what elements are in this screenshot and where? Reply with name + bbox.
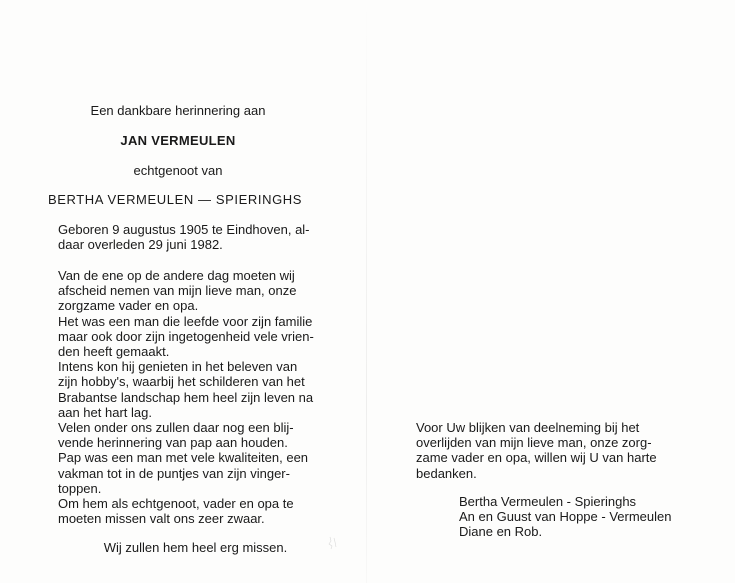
signature-line: Diane en Rob. (459, 524, 543, 540)
spouse-name: BERTHA VERMEULEN — SPIERINGHS (47, 192, 303, 207)
signature-line: Bertha Vermeulen - Spieringhs (459, 494, 637, 509)
memorial-line: aan het hart lag. (58, 404, 152, 420)
closing-line: Wij zullen hem heel erg missen. (103, 540, 288, 555)
memorial-line: vakman tot in de puntjes van zijn vinger- (58, 465, 290, 481)
memorial-line: Van de ene op de andere dag moeten wij (58, 268, 295, 283)
memorial-line: Intens kon hij genieten in het beleven van (58, 359, 298, 375)
birth-line: daar overleden 29 juni 1982. (58, 237, 223, 253)
memorial-line: den heeft gemaakt. (58, 344, 170, 360)
thank-you-paragraph (416, 420, 713, 481)
spouse-label: echtgenoot van (133, 163, 223, 178)
memorial-line: Brabantse landschap hem heel zijn leven na (58, 389, 314, 405)
signature-line: An en Guust van Hoppe - Vermeulen (459, 509, 672, 525)
signatures (459, 494, 671, 540)
memorial-line: maar ook door zijn ingetogenheid vele vrien- (58, 328, 314, 344)
memorial-line: vende herinnering van pap aan houden. (58, 435, 288, 451)
memorial-line: Pap was een man met vele kwaliteiten, een (58, 450, 309, 466)
left-page (0, 0, 366, 583)
memorial-line: Velen onder ons zullen daar nog een blij- (58, 420, 294, 436)
intro-text: Een dankbare herinnering aan (90, 103, 266, 118)
thanks-line: Voor Uw blijken van deelneming bij het (416, 420, 640, 435)
deceased-name: JAN VERMEULEN (120, 133, 236, 148)
birth-death-paragraph (58, 222, 325, 252)
memorial-line: zorgzame vader en opa. (58, 298, 199, 314)
thanks-line: overlijden van mijn lieve man, onze zorg- (416, 435, 652, 451)
birth-line: Geboren 9 augustus 1905 te Eindhoven, al- (58, 222, 310, 237)
memorial-line: Om hem als echtgenoot, vader en opa te (58, 496, 294, 512)
thanks-line: bedanken. (416, 465, 477, 481)
memorial-line: zijn hobby's, waarbij het schilderen van het (58, 374, 305, 390)
memorial-text (58, 268, 325, 526)
memorial-line: afscheid nemen van mijn lieve man, onze (58, 283, 297, 299)
memorial-line: Het was een man die leefde voor zijn familie (58, 313, 313, 329)
memorial-line: moeten missen valt ons zeer zwaar. (58, 511, 265, 527)
thanks-line: zame vader en opa, willen wij U van harte (416, 450, 657, 466)
right-page (366, 0, 735, 583)
memorial-line: toppen. (58, 480, 102, 496)
